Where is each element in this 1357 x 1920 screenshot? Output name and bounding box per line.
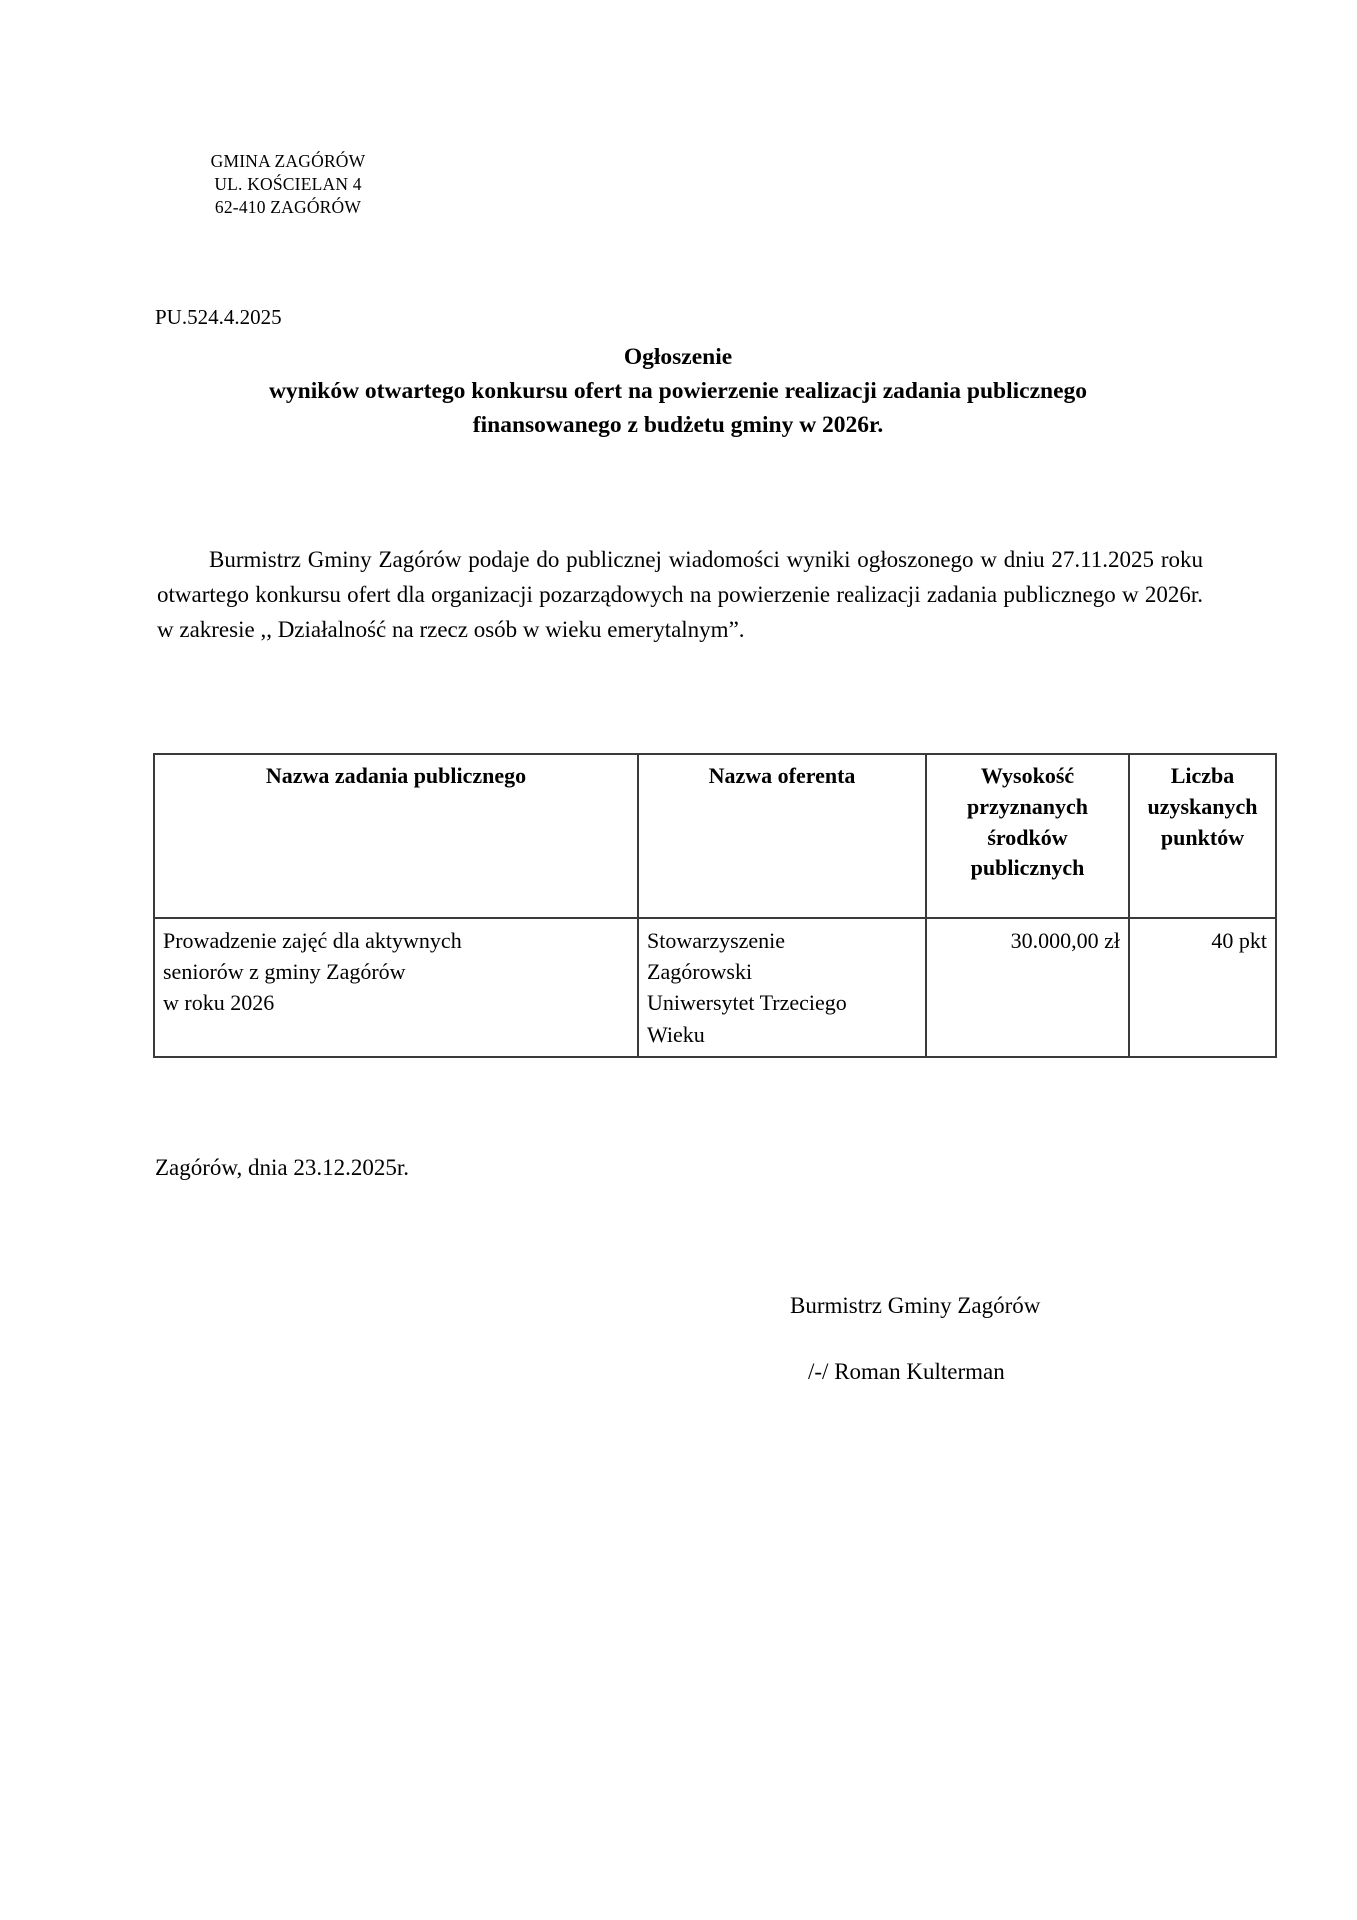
table-row — [154, 918, 1276, 1057]
cell-points-awarded: 40 pkt — [1129, 918, 1276, 1057]
results-table — [153, 753, 1277, 1058]
body-paragraph: Burmistrz Gminy Zagórów podaje do publicznej wiadomości wyniki ogłoszonego w dniu 27.11.2025 roku otwartego konkursu ofert dla organizacji pozarządowych na powierzenie realizacji zadania publicznego w 2026r. w zakresie ,, Działalność na rzecz osób w wieku emerytalnym”. — [157, 547, 1203, 642]
signature-position: Burmistrz Gminy Zagórów — [790, 1293, 1041, 1318]
cell-task-line-2: seniorów z gminy Zagórów — [163, 959, 406, 985]
table-header-row — [154, 754, 1276, 918]
title-line-heading: Ogłoszenie — [623, 344, 733, 370]
title-line-funding: finansowanego z budżetu gminy w 2026r. — [472, 412, 884, 439]
letterhead-line-postcode: 62-410 ZAGÓRÓW — [214, 197, 362, 218]
letterhead-line-municipality: GMINA ZAGÓRÓW — [210, 151, 366, 171]
cell-granted-funds: 30.000,00 zł — [926, 918, 1129, 1057]
place-and-date: Zagórów, dnia 23.12.2025r. — [155, 1155, 410, 1180]
cell-offeror-line-4: Wieku — [647, 1021, 705, 1047]
reference-number: PU.524.4.2025 — [155, 305, 282, 329]
cell-task-line-3: w roku 2026 — [163, 990, 275, 1016]
cell-offeror-line-1: Stowarzyszenie — [647, 928, 786, 953]
cell-offeror-name — [638, 918, 926, 1057]
column-header-offeror: Nazwa oferenta — [638, 754, 926, 918]
letterhead-line-street: UL. KOŚCIELAN 4 — [214, 174, 362, 195]
title-line-subject: wyników otwartego konkursu ofert na powierzenie realizacji zadania publicznego — [268, 378, 1088, 405]
column-header-funds: Wysokość przyznanych środków publicznych — [926, 754, 1129, 918]
letterhead — [153, 150, 423, 219]
cell-task-name — [154, 918, 638, 1057]
column-header-task: Nazwa zadania publicznego — [154, 754, 638, 918]
cell-offeror-line-2: Zagórowski — [647, 959, 753, 985]
cell-task-line-1: Prowadzenie zajęć dla aktywnych — [163, 928, 462, 953]
signature-block — [790, 1290, 1150, 1388]
document-title — [153, 340, 1203, 442]
cell-offeror-line-3: Uniwersytet Trzeciego — [647, 990, 847, 1016]
column-header-points: Liczba uzyskanych punktów — [1129, 754, 1276, 918]
signature-name: /-/ Roman Kulterman — [808, 1359, 1005, 1385]
